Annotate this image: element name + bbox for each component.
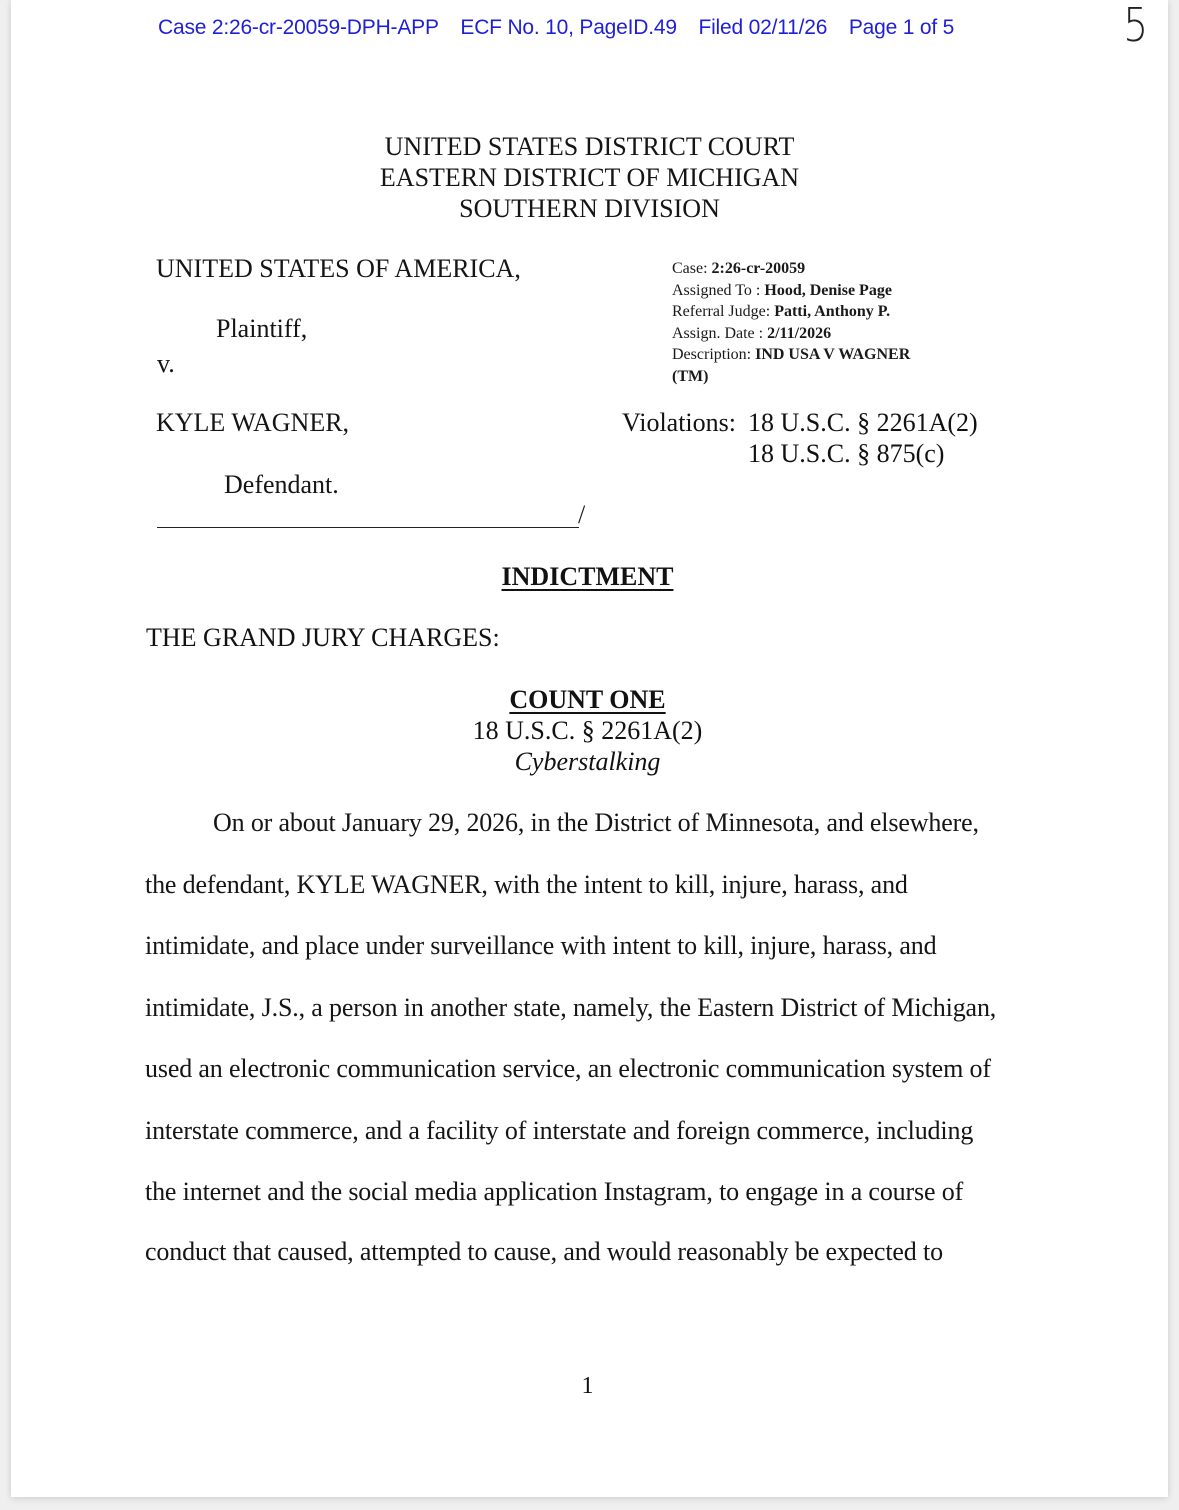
handwritten-page-mark: 5 [1123, 0, 1149, 52]
case-stamp-assigned-value: Hood, Denise Page [764, 281, 892, 299]
defendant-label: Defendant. [224, 470, 339, 499]
case-stamp-description-suffix-row [672, 366, 910, 388]
paragraph-line: On or about January 29, 2026, in the District of Minnesota, and elsewhere, [213, 808, 979, 837]
ecf-filed-date: Filed 02/11/26 [698, 16, 828, 39]
count-title: COUNT ONE [509, 685, 666, 714]
ecf-header-stamp [158, 16, 954, 40]
paragraph-line: intimidate, and place under surveillance with intent to kill, injure, harass, and [145, 931, 937, 960]
case-stamp-description-suffix: (TM) [672, 367, 709, 385]
caption-slash: / [578, 500, 586, 529]
court-division: SOUTHERN DIVISION [459, 194, 720, 223]
case-stamp-referral-row [672, 301, 910, 323]
ecf-document-number: ECF No. 10, PageID.49 [460, 16, 677, 39]
case-stamp-assigned-row [672, 280, 910, 302]
ecf-case-number: Case 2:26-cr-20059-DPH-APP [158, 16, 439, 39]
violation-statute: 18 U.S.C. § 875(c) [748, 439, 945, 468]
paragraph-line: conduct that caused, attempted to cause, and would reasonably be expected to [145, 1237, 943, 1266]
ecf-page-count: Page 1 of 5 [848, 16, 955, 39]
court-name: UNITED STATES DISTRICT COURT [384, 132, 795, 161]
paragraph-line: the defendant, KYLE WAGNER, with the intent to kill, injure, harass, and [145, 870, 908, 899]
count-offense: Cyberstalking [514, 747, 661, 776]
indictment-title: INDICTMENT [501, 562, 674, 591]
versus-label: v. [157, 349, 175, 378]
case-stamp-case-row [672, 258, 910, 280]
case-stamp-date-row [672, 323, 910, 345]
case-stamp-date-label: Assign. Date : [672, 324, 768, 342]
court-heading [11, 131, 1168, 224]
case-assignment-stamp [672, 258, 910, 387]
violation-statute: 18 U.S.C. § 2261A(2) [748, 408, 978, 437]
violations-label: Violations: [622, 408, 736, 437]
case-stamp-description-row [672, 344, 910, 366]
case-stamp-case-label: Case: [672, 260, 712, 277]
caption-divider [157, 527, 579, 528]
case-stamp-referral-value: Patti, Anthony P. [774, 303, 891, 320]
case-stamp-case-value: 2:26-cr-20059 [711, 260, 806, 277]
document-page [11, 0, 1168, 1497]
paragraph-line: used an electronic communication service, an electronic communication system of [145, 1054, 991, 1083]
court-district: EASTERN DISTRICT OF MICHIGAN [379, 163, 800, 192]
case-stamp-referral-label: Referral Judge: [672, 303, 775, 320]
grand-jury-charges-heading: THE GRAND JURY CHARGES: [146, 623, 500, 652]
paragraph-line: the internet and the social media application Instagram, to engage in a course of [145, 1177, 964, 1206]
plaintiff-name: UNITED STATES OF AMERICA, [156, 254, 521, 283]
case-stamp-description-label: Description: [672, 346, 756, 363]
paragraph-line: intimidate, J.S., a person in another state, namely, the Eastern District of Michigan, [145, 993, 997, 1022]
paragraph-line: interstate commerce, and a facility of interstate and foreign commerce, including [145, 1116, 974, 1145]
defendant-name: KYLE WAGNER, [156, 408, 350, 437]
count-statute: 18 U.S.C. § 2261A(2) [472, 716, 703, 745]
plaintiff-label: Plaintiff, [216, 314, 308, 343]
page-number: 1 [581, 1373, 594, 1399]
case-stamp-description-value: IND USA V WAGNER [755, 346, 911, 363]
case-stamp-date-value: 2/11/2026 [767, 324, 832, 342]
case-stamp-assigned-label: Assigned To : [672, 281, 765, 299]
